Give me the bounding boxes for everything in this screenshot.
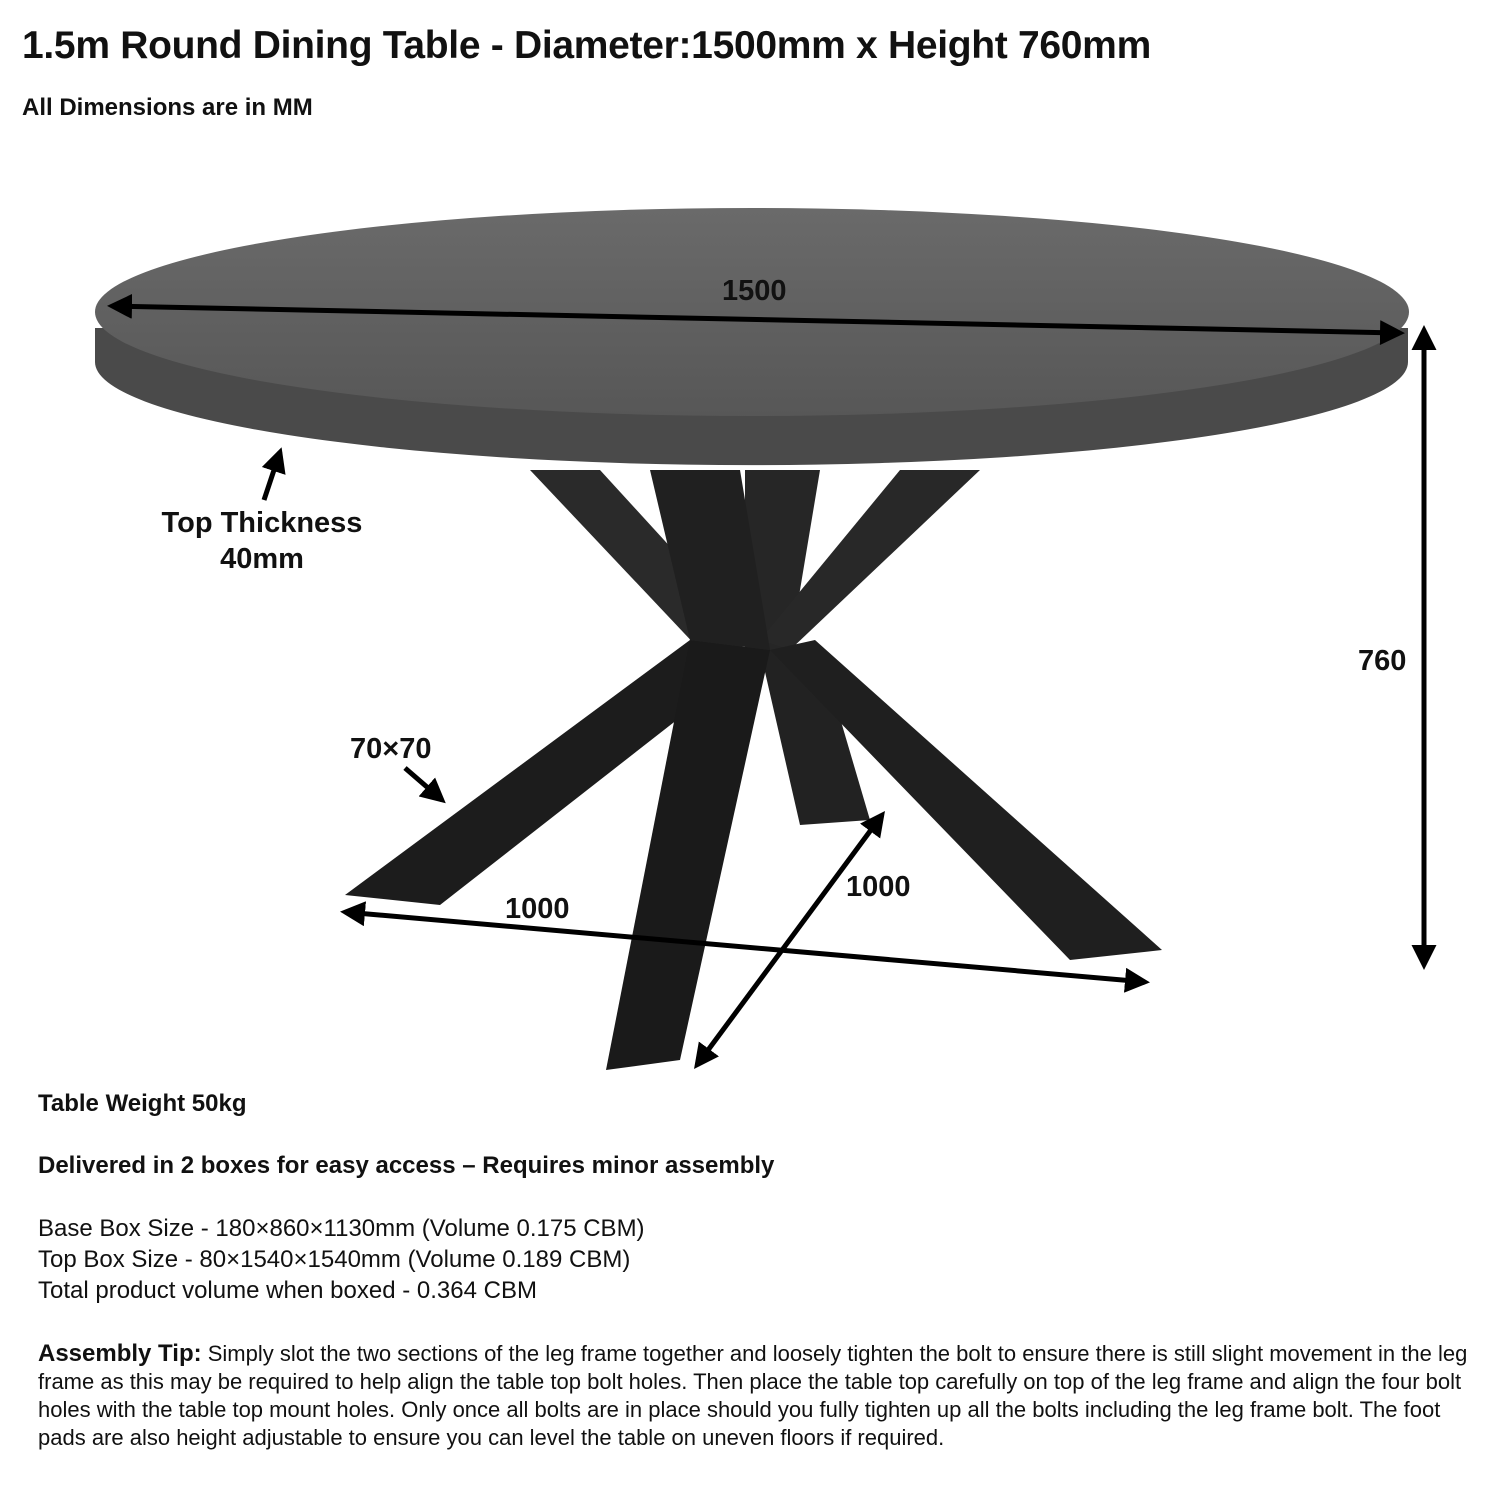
height-label: 760 [1358,645,1407,677]
box-sizes [38,1213,1468,1306]
top-thickness-label-1: Top Thickness [161,507,363,539]
base-width-arrow [345,912,1145,982]
base-width-label: 1000 [505,893,570,925]
assembly-tip-text: Simply slot the two sections of the leg frame together and loosely tighten the bolt to ensure there is still slight movement in the leg frame as this may be required to help align the table top bolt holes. Then place the table top carefully on top of the leg frame and align the four bolt holes with the table top mount holes. Only once all bolts are in place should you fully tighten up all the bolts including the leg frame bolt. The foot pads are also height adjustable to ensure you can level the table on uneven floors if required. [38,1341,1468,1450]
diameter-label: 1500 [722,275,787,307]
total-volume: Total product volume when boxed - 0.364 CBM [38,1277,537,1304]
table-top [95,208,1409,465]
page-subtitle: All Dimensions are in MM [22,94,313,121]
base-box-size: Base Box Size - 180×860×1130mm (Volume 0.175 CBM) [38,1215,645,1242]
top-thickness-label-2: 40mm [220,543,304,575]
leg-frame [345,470,1162,1070]
base-depth-label: 1000 [846,871,911,903]
page-title: 1.5m Round Dining Table - Diameter:1500mm x Height 760mm [22,24,1151,67]
assembly-tip-label: Assembly Tip: [38,1340,202,1367]
assembly-tip [38,1340,1468,1452]
leg-section-arrow [405,768,442,800]
top-box-size: Top Box Size - 80×1540×1540mm (Volume 0.189 CBM) [38,1246,631,1273]
delivery-note: Delivered in 2 boxes for easy access – Requires minor assembly [38,1152,775,1179]
table-weight: Table Weight 50kg [38,1090,247,1117]
leg-section-label: 70×70 [350,733,432,765]
top-thickness-arrow [264,452,280,500]
